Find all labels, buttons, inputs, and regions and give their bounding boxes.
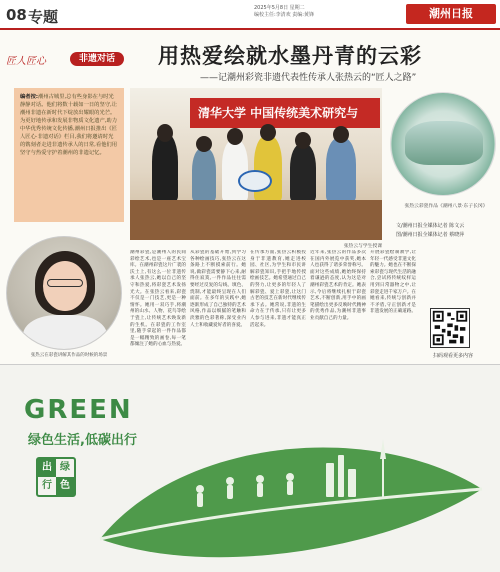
person <box>192 148 216 204</box>
ad-title: GREEN <box>24 395 133 425</box>
body-column-1: 潮州彩瓷,是潮州人的民间彩绘艺术,也是一座艺术宝库。在潮州彩瓷这片广袤的沃土上,有这么一位非遗传承人张热云,她以自己的坚守和热爱,将彩瓷艺术发扬光大。在张热云看来,彩瓷不仅是一门技艺,更是一种情怀。她用一双巧手,将潮州的山水、人物、花鸟等绘于瓷上,让传统艺术焕发新的生机。在彩瓷的工作室里,随手拿起的一件作品都是一幅精致的画卷,每一笔都倾注了她的心血与热爱。 <box>130 250 186 348</box>
newspaper-logo: 潮州日报 <box>406 4 496 24</box>
credit-photographer: 图/潮州日报全媒体记者 蔡晓萍 <box>396 232 465 238</box>
green-ad <box>0 364 500 572</box>
ad-seal <box>36 457 76 497</box>
ad-slogan: 绿色生活,低碳出行 <box>28 433 137 448</box>
seal-char: 出 <box>38 459 56 477</box>
date-line: 2025年5月8日 星期二 <box>254 5 305 11</box>
main-photo-caption: 张热云与学生授课 <box>343 244 382 249</box>
body-column-2: 从彩瓷的基础开始,到学习各种绘画技巧,张热云在这条路上不断摸索前行。她说,做彩瓷需要静下心来,耐得住寂寞,一件作品往往需要经过反复的勾线、填色、烧制,才能最终呈现在人们面前。在多年的实践中,她逐渐形成了自己独特的艺术风格,作品以细腻的笔触和淡雅的色彩著称,深受业内人士和收藏爱好者的喜爱。 <box>190 250 246 328</box>
editor-note-text: 潮州古城里,总有些身影在与时光静静对话。他们将数十载如一日的坚守,让潮州非遗在新时代下绽放出耀眼的光芒。为更好地传承和发展非物质文化遗产,助力中华优秀传统文化传播,潮州日报推出《匠人匠心·非遗对话》栏目,我们将邀请时光的镌刻者走进非遗传承人的日常,看他们用坚守与热爱守护着潮州的非遗记忆。 <box>20 94 118 156</box>
person-head <box>260 124 276 141</box>
person-head <box>157 124 173 142</box>
portrait-caption: 张热云在彩瓷讲解其作品的时候的场景 <box>30 353 108 358</box>
editor-note <box>14 88 124 222</box>
portrait-body <box>23 315 107 350</box>
person-head <box>333 126 349 143</box>
person <box>152 134 178 204</box>
column-badge-left: 匠人匠心 <box>6 56 46 67</box>
seal-char: 行 <box>42 480 52 491</box>
photo-banner: 清华大学 中国传统美术研究与 <box>190 98 380 128</box>
article-title: 用热爱绘就水墨丹青的云彩 <box>158 43 422 68</box>
person <box>290 144 316 204</box>
work-table <box>130 200 382 240</box>
portrait-photo <box>6 236 122 350</box>
qr-code-icon[interactable] <box>430 308 470 348</box>
seal-char: 色 <box>56 477 74 495</box>
body-column-5: 开展彩瓷绘制教学,让年轻一代感受非遗文化的魅力。她也在不断探索彩瓷与现代生活的融合,尝试将传统纹样运用到日常器物之中,让彩瓷走进千家万户。在她看来,传统与创新并不矛盾,守正创新才是非遗发展的正确道路。 <box>370 250 416 315</box>
seal-char: 绿 <box>60 462 70 473</box>
body-column-3: 在传承方面,张热云积极投身于非遗教育,她走进校园、社区,为学生和市民讲解彩瓷知识,手把手地传授绘画技艺。她希望通过自己的努力,让更多的年轻人了解彩瓷、爱上彩瓷,让这门古老的技艺在新时代继续传承下去。她常说,非遗的生命力在于传承,只有让更多人参与进来,非遗才能真正活起来。 <box>250 250 306 328</box>
article-subtitle: ——记潮州彩瓷非遗代表性传承人张热云的“匠人之路” <box>200 73 417 83</box>
page-number: 08 <box>6 6 27 24</box>
plate-photo <box>390 92 496 196</box>
plate-landscape <box>405 121 483 165</box>
section-name: 专题 <box>28 8 59 26</box>
main-photo <box>130 88 382 240</box>
credit-writer: 文/潮州日报全媒体记者 陈文云 <box>396 223 465 229</box>
column-badge <box>6 52 124 68</box>
qr-caption: 扫码观看更多内容 <box>432 353 473 359</box>
date-meta <box>254 5 404 19</box>
porcelain-plate <box>238 170 272 192</box>
plate-photo-caption: 张热云彩瓷作品《潮州八景·东子长冈》 <box>404 204 488 209</box>
person-head <box>295 132 311 149</box>
editor-note-label: 编者按: <box>20 94 39 100</box>
portrait-glasses <box>47 279 83 287</box>
person-head <box>196 136 212 152</box>
masthead <box>0 0 500 30</box>
credits <box>396 222 496 240</box>
column-badge-right: 非遗对话 <box>70 52 124 66</box>
editor-line: 编校主任:李清欢 责编:黄锋 <box>254 12 314 18</box>
person-head <box>227 128 243 145</box>
person <box>326 138 356 204</box>
body-column-4: 近年来,张热云的作品多次在国内外展览中获奖,她本人也获得了诸多荣誉称号。面对这些成绩,她始终保持着谦逊的态度,认为这是对潮州彩瓷艺术的肯定。她表示,今后将继续扎根于彩瓷艺术,不断创新,用手中的画笔描绘出更多反映时代精神的优秀作品,为潮州非遗事业贡献自己的力量。 <box>310 250 366 321</box>
leaf-illustration <box>90 429 490 572</box>
